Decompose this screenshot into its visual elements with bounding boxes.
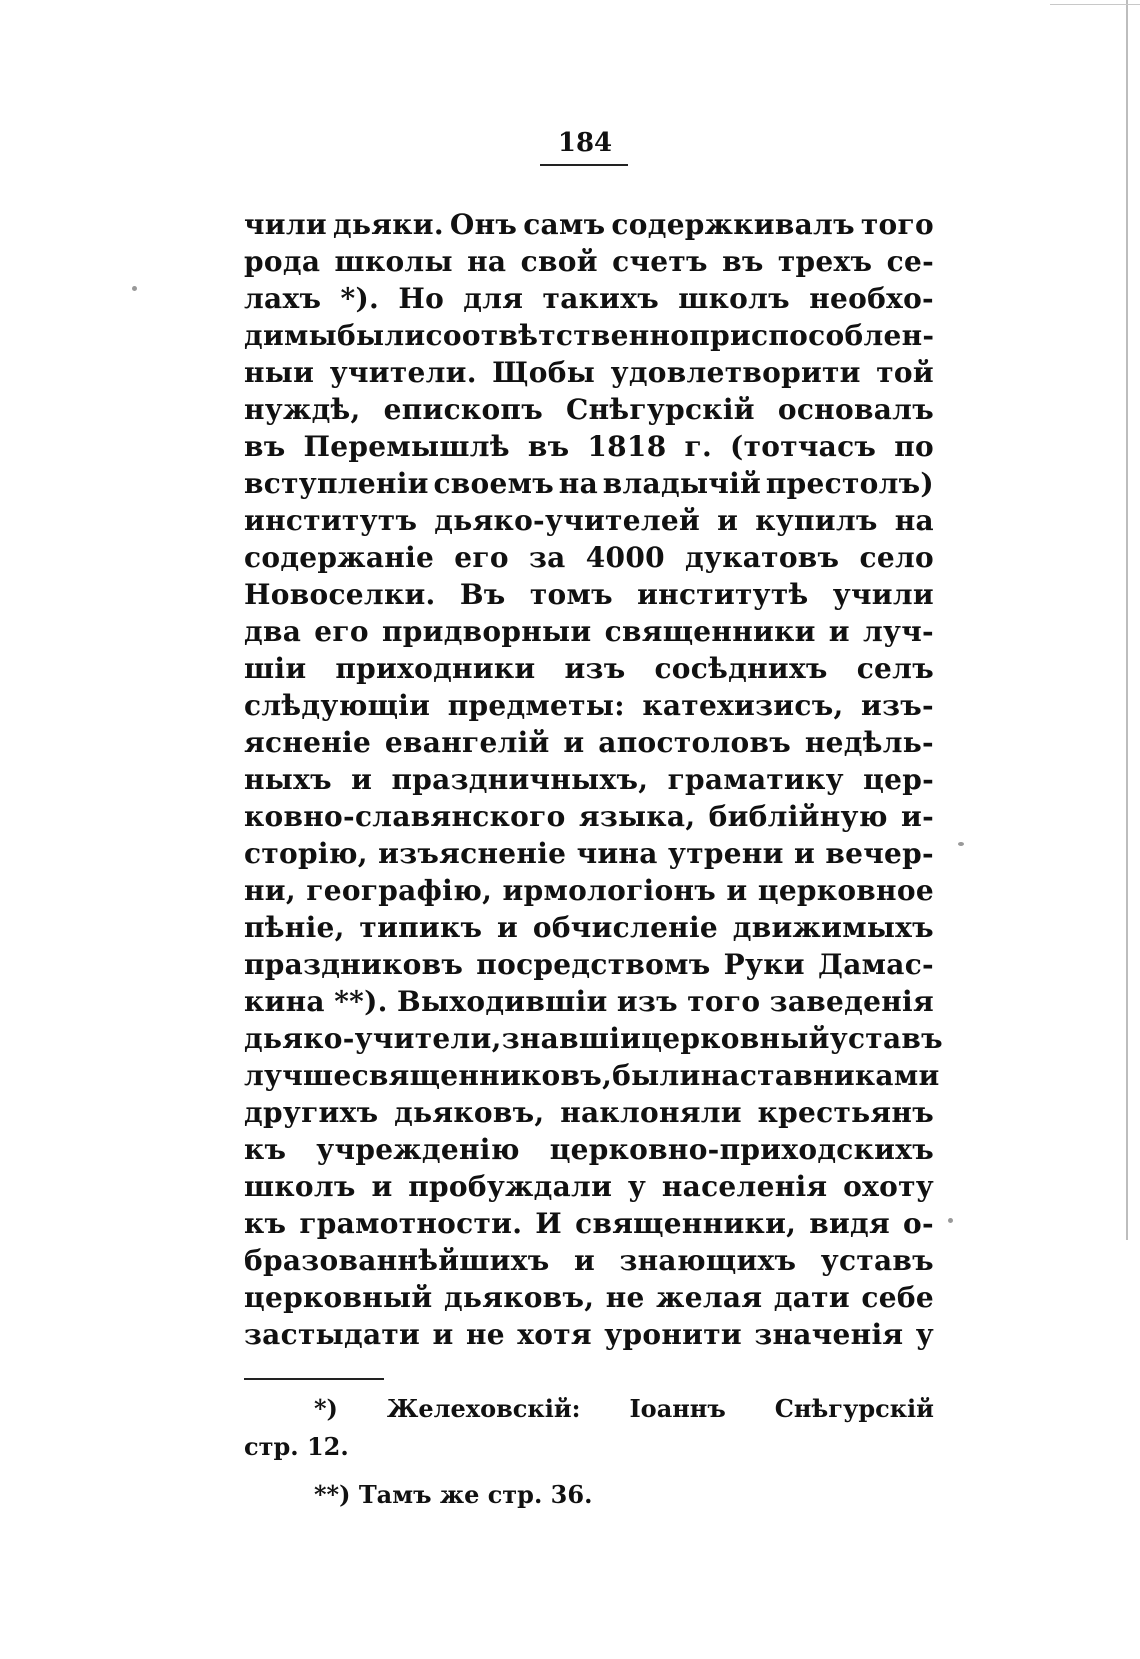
text-line: въ Перемышлѣ въ 1818 г. (тотчасъ по xyxy=(244,430,934,463)
text-line: ни, географію, ирмологіонъ и церковное xyxy=(244,874,934,907)
scan-speck xyxy=(958,842,964,846)
text-line: кина **). Выходившіи изъ того заведенія xyxy=(244,985,934,1018)
page-number-rule xyxy=(540,164,628,166)
main-text-block xyxy=(244,206,943,1353)
text-line: вступленіи своемъ на владычій престолъ) xyxy=(244,467,934,500)
text-line: рода школы на свой счетъ въ трехъ се- xyxy=(244,245,934,278)
text-line: ясненіе евангелій и апостоловъ недѣль- xyxy=(244,726,934,759)
text-line: чили дьяки. Онъ самъ содержкивалъ того xyxy=(244,208,934,241)
text-line: бразованнѣйшихъ и знающихъ уставъ xyxy=(244,1244,934,1277)
text-line: институтъ дьяко-учителей и купилъ на xyxy=(244,504,934,537)
footnote-1-line-1: *) Желеховскій: Іоаннъ Снѣгурскій xyxy=(314,1394,934,1423)
text-line: ныхъ и праздничныхъ, граматику цер- xyxy=(244,763,934,796)
text-line: школъ и пробуждали у населенія охоту xyxy=(244,1170,934,1203)
text-line: слѣдующіи предметы: катехизисъ, изъ- xyxy=(244,689,934,722)
text-line: церковный дьяковъ, не желая дати себе xyxy=(244,1281,934,1314)
scan-speck xyxy=(948,1218,953,1223)
text-line: праздниковъ посредствомъ Руки Дамас- xyxy=(244,948,934,981)
footnotes-block xyxy=(244,1390,934,1514)
text-line: сторію, изъясненіе чина утрени и вечер- xyxy=(244,837,934,870)
text-line: ныи учители. Щобы удовлетворити той xyxy=(244,356,934,389)
text-line: содержаніе его за 4000 дукатовъ село xyxy=(244,541,934,574)
page-edge-line xyxy=(1126,0,1128,1240)
text-line: два его придворныи священники и луч- xyxy=(244,615,934,648)
page-edge-top-line xyxy=(1050,4,1140,5)
text-line: нуждѣ, епископъ Снѣгурскій основалъ xyxy=(244,393,934,426)
text-line: другихъ дьяковъ, наклоняли крестьянъ xyxy=(244,1096,934,1129)
page-number: 184 xyxy=(557,128,613,158)
scan-speck xyxy=(132,286,137,291)
text-line: лахъ *). Но для такихъ школъ необхо- xyxy=(244,282,934,315)
text-line: димы были соотвѣтственно приспособлен- xyxy=(244,319,935,352)
text-line: ковно-славянского языка, библійную и- xyxy=(244,800,934,833)
text-line: шіи приходники изъ сосѣднихъ селъ xyxy=(244,652,934,685)
text-line: къ учрежденію церковно-приходскихъ xyxy=(244,1133,934,1166)
text-line: застыдати и не хотя уронити значенія у xyxy=(244,1318,934,1351)
text-line: дьяко-учители, знавшіи церковный уставъ xyxy=(244,1022,943,1055)
text-line: къ грамотности. И священники, видя о- xyxy=(244,1207,934,1240)
footnote-2: **) Тамъ же стр. 36. xyxy=(314,1480,593,1509)
footnote-separator xyxy=(244,1378,384,1380)
footnote-1-line-2: стр. 12. xyxy=(244,1432,349,1461)
text-line: лучше священниковъ, были наставниками xyxy=(244,1059,940,1092)
text-line: Новоселки. Въ томъ институтѣ учили xyxy=(244,578,934,611)
text-line: пѣніе, типикъ и обчисленіе движимыхъ xyxy=(244,911,934,944)
